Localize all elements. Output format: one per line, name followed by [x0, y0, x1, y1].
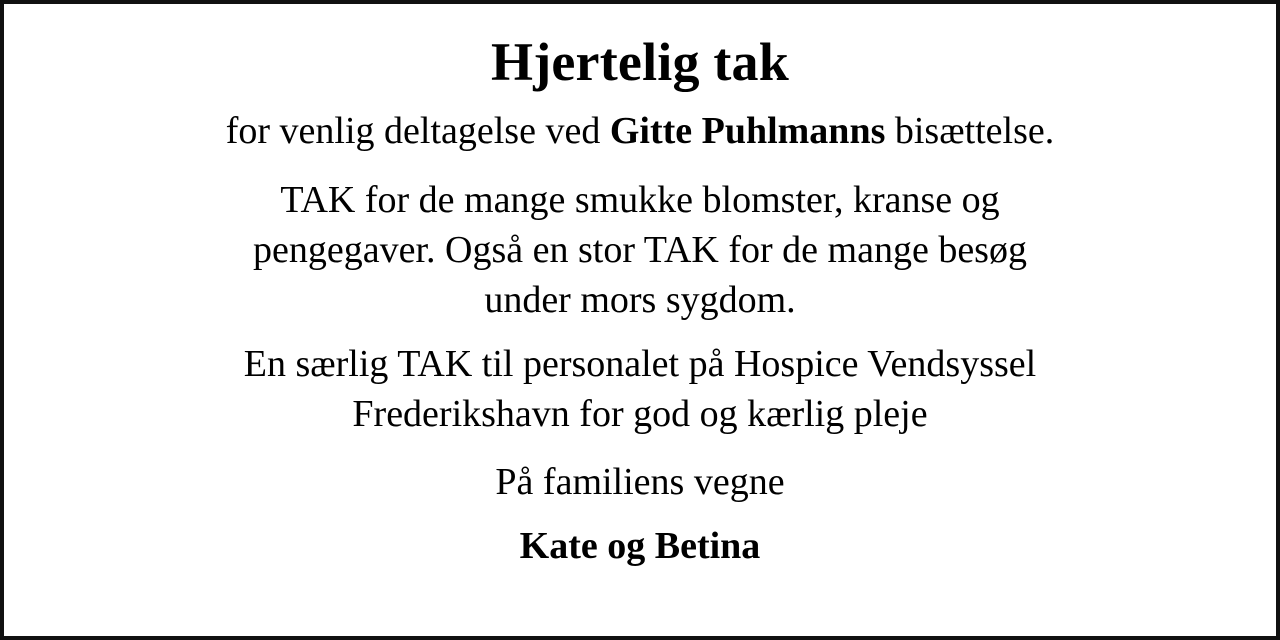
body-line: En særlig TAK til personalet på Hospice Vendsyssel	[243, 343, 1037, 386]
notice-title: Hjertelig tak	[491, 32, 789, 92]
notice-subtitle-prefix: for venlig deltagelse ved	[225, 110, 610, 153]
body-line: Frederikshavn for god og kærlig pleje	[352, 393, 928, 436]
notice-subtitle	[226, 106, 1055, 156]
notice-closing: På familiens vegne	[495, 461, 785, 504]
notice-signature: Kate og Betina	[519, 524, 761, 567]
notice-body-paragraph-1	[34, 175, 1246, 325]
notice-subtitle-suffix: bisættelse.	[885, 110, 1055, 153]
body-line: TAK for de mange smukke blomster, kranse og	[280, 178, 1000, 221]
notice-body-paragraph-2	[34, 339, 1246, 439]
deceased-name: Gitte Puhlmanns	[609, 110, 886, 153]
body-line: pengegaver. Også en stor TAK for de mange besøg	[253, 228, 1027, 271]
body-line: under mors sygdom.	[484, 278, 796, 321]
